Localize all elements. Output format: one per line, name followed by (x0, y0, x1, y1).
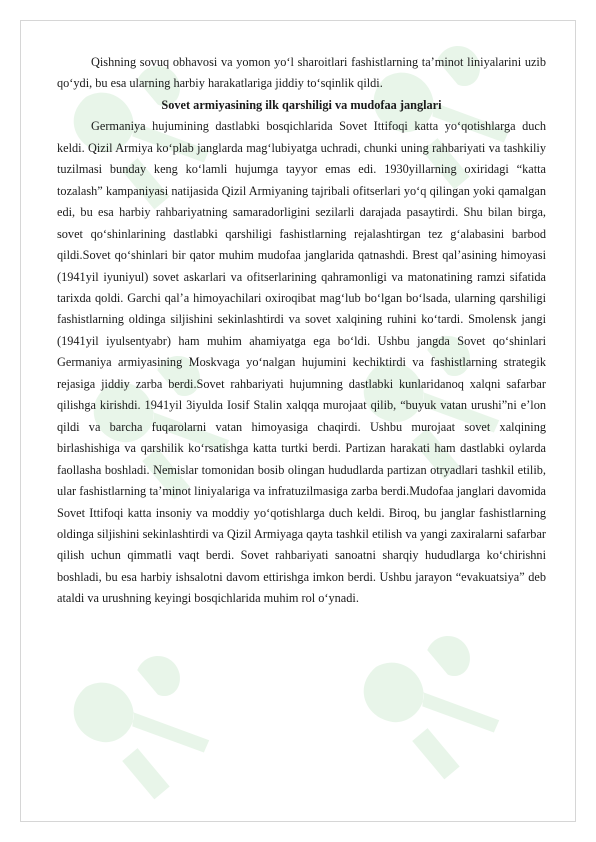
intro-paragraph: Qishning sovuq obhavosi va yomon yo‘l sharoitlari fashistlarning ta’minot liniyalarini uzib qo‘ydi, bu esa ularning harbiy harakatlariga jiddiy to‘sqinlik qildi. (57, 55, 546, 91)
document-body (57, 52, 546, 610)
section-heading: Sovet armiyasining ilk qarshiligi va mudofaa janglari (161, 97, 442, 112)
main-paragraph: Germaniya hujumining dastlabki bosqichlarida Sovet Ittifoqi katta yo‘qotishlarga duch keldi. Qizil Armiya ko‘plab janglarda mag‘lubiyatga uchradi, chunki uning rahbariyati va tashkiliy tuzilmasi bunday keng ko‘lamli hujumga tayyor emas edi. 1930yillarning oxiridagi “katta tozalash” kampaniyasi natijasida Qizil Armiyaning tajribali ofitserlari yo‘q qilingan yoki qamalgan edi, bu esa harbiy rahbariyatning samaradorligini sezilarli darajada pasaytirdi. Shu bilan birga, sovet qo‘shinlarining dastlabki qarshiligi fashistlarning rejalashtirgan tez g‘alabasini barbod qildi.Sovet qo‘shinlari bir qator muhim mudofaa janglarida qatnashdi. Brest qal’asining himoyasi (1941yil iyuniyul) sovet askarlari va ofitserlarining qahramonligi va matonatining ramzi sifatida tarixda qoldi. Garchi qal’a himoyachilari oxiroqibat mag‘lub bo‘lgan bo‘lsada, ularning qarshiligi fashistlarning oldinga siljishini sekinlashtirdi va sovet xalqining ruhini ko‘tardi. Smolensk jangi (1941yil iyulsentyabr) ham muhim ahamiyatga ega bo‘ldi. Ushbu jangda Sovet qo‘shinlari Germaniya armiyasining Moskvaga yo‘nalgan hujumini kechiktirdi va fashistlarning strategik rejasiga jiddiy zarba berdi.Sovet rahbariyati hujumning dastlabki kunlaridanoq xalqni safarbar qilishga kirishdi. 1941yil 3iyulda Iosif Stalin xalqqa murojaat qilib, “buyuk vatan urushi”ni e’lon qildi va barcha fuqarolarni vatan himoyasiga chaqirdi. Ushbu murojaat sovet xalqining birlashishiga va qarshilik ko‘rsatishga katta turtki berdi. Partizan harakati ham dastlabki oylarda faollasha boshladi. Nemislar tomonidan bosib olingan hududlarda partizan otryadlari tashkil etilib, ular fashistlarning ta’minot liniyalariga va infratuzilmasiga zarba berdi.Mudofaa janglari davomida Sovet Ittifoqi katta insoniy va moddiy yo‘qotishlarga duch keldi. Biroq, bu janglar fashistlarning oldinga siljishini sekinlashtirdi va Qizil Armiyaga qayta tashkil etilish va yangi zaxiralarni safarbar qilish uchun qimmatli vaqt berdi. Sovet rahbariyati sanoatni sharqiy hududlarga ko‘chirishni boshladi, bu esa harbiy ishsalotni davom ettirishga imkon berdi. Ushbu jarayon “evakuatsiya” deb ataldi va urushning keyingi bosqichlarida muhim rol o‘ynadi. (57, 119, 546, 606)
